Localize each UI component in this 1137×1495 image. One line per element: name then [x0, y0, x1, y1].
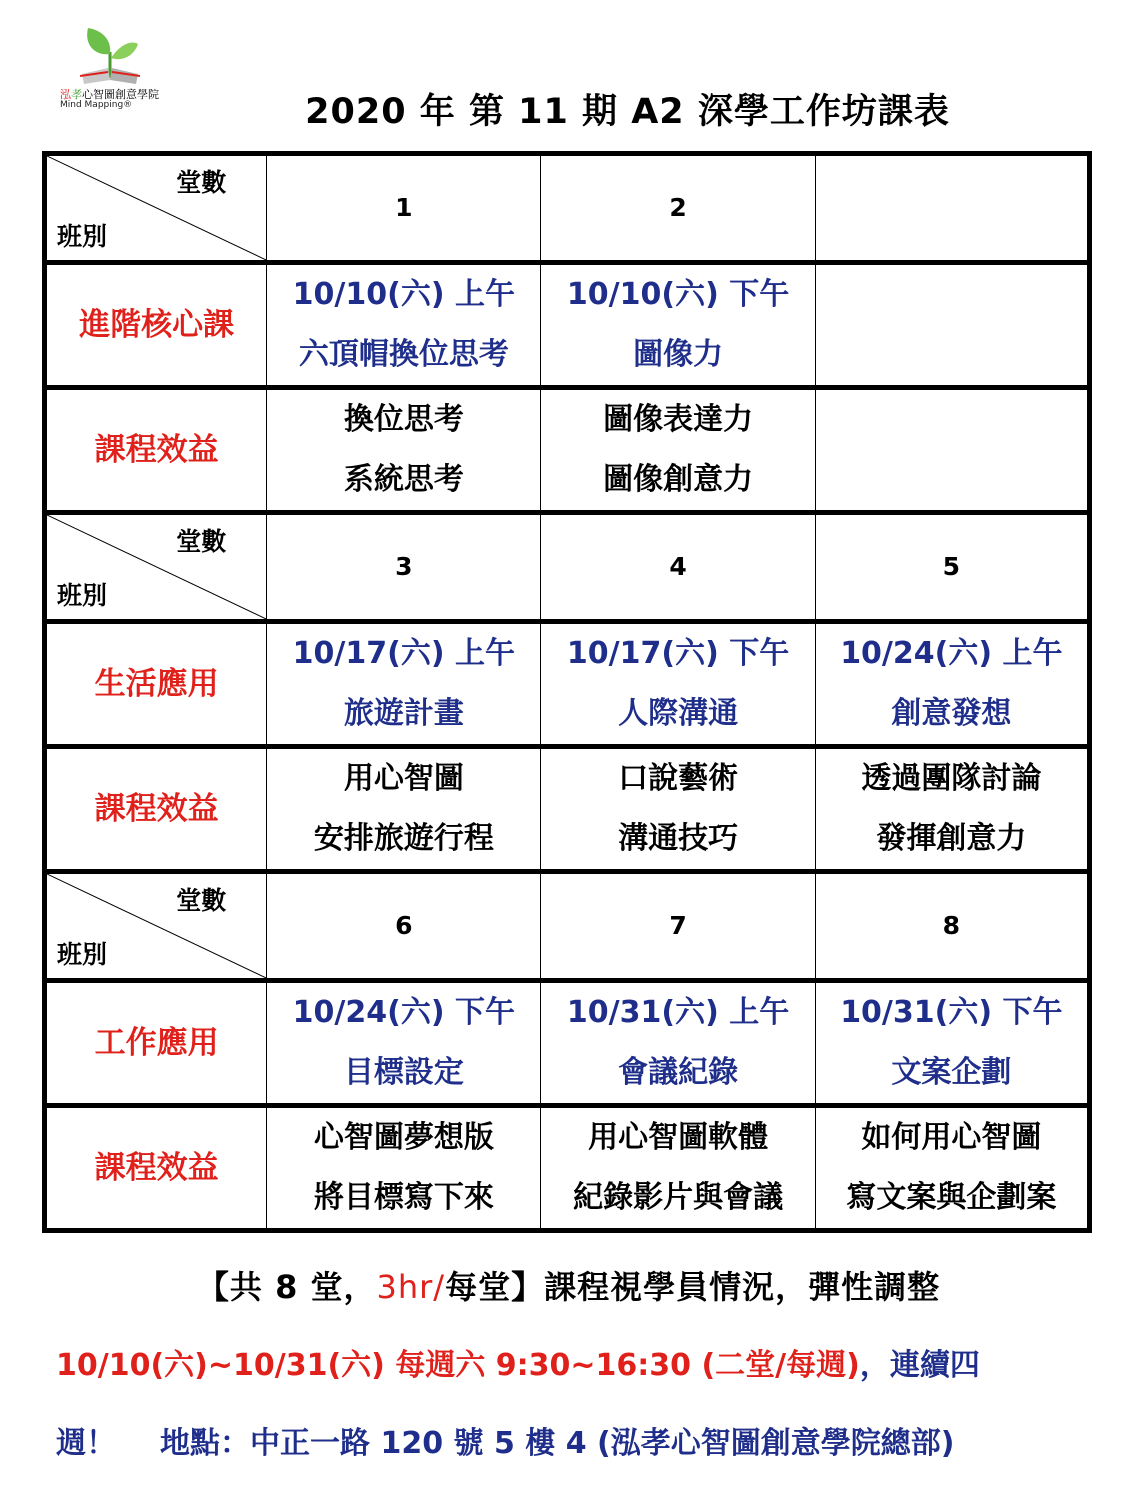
benefit-cell: [815, 1106, 1089, 1231]
footer-schedule: [56, 1340, 980, 1384]
course-name: 文案企劃: [891, 1055, 1012, 1090]
session-number: [815, 154, 1089, 263]
benefit-cell: [541, 1106, 815, 1231]
footer-schedule-tail: ，連續四: [859, 1348, 980, 1383]
session-number-row: [45, 154, 1090, 263]
benefit-row: [45, 1106, 1090, 1231]
course-date: 10/17(六) 下午: [566, 636, 790, 671]
sprout-book-icon: [80, 22, 140, 84]
benefit-line: 發揮創意力: [876, 821, 1027, 856]
benefit-line: 透過團隊討論: [861, 761, 1042, 796]
course-cell: [267, 622, 541, 747]
header-class-label: 班別: [57, 581, 108, 610]
benefit-line: 用心智圖: [343, 761, 464, 796]
course-category-label: 進階核心課: [45, 263, 267, 388]
course-date: 10/31(六) 上午: [566, 995, 790, 1030]
session-number: 5: [815, 513, 1089, 622]
course-row: [45, 981, 1090, 1106]
benefit-line: 用心智圖軟體: [588, 1120, 769, 1155]
session-number: 6: [267, 872, 541, 981]
page-title: 2020 年 第 11 期 A2 深學工作坊課表: [305, 92, 950, 132]
header-sessions-label: 堂數: [176, 168, 227, 197]
benefit-label: 課程效益: [45, 1106, 267, 1231]
logo-char-green: 孝: [71, 88, 82, 101]
course-row: [45, 263, 1090, 388]
course-cell: [541, 263, 815, 388]
logo-char-red: 泓: [60, 88, 71, 101]
header-sessions-label: 堂數: [176, 886, 227, 915]
diagonal-header-cell: [45, 872, 267, 981]
course-category-label: 工作應用: [45, 981, 267, 1106]
benefit-line: 安排旅遊行程: [313, 821, 494, 856]
course-cell: [541, 981, 815, 1106]
footer-summary-part1: 【共 8 堂，: [196, 1268, 377, 1306]
footer-schedule-dates: 10/10(六)~10/31(六) 每週六 9:30~16:30 (二堂/每週): [56, 1348, 860, 1383]
benefit-line: 如何用心智圖: [861, 1120, 1042, 1155]
course-date: 10/24(六) 下午: [292, 995, 515, 1030]
header-class-label: 班別: [57, 940, 108, 969]
header-sessions-label: 堂數: [176, 527, 227, 556]
diagonal-header-cell: [45, 154, 267, 263]
course-date: 10/10(六) 下午: [566, 277, 790, 312]
benefit-line: 溝通技巧: [618, 821, 739, 856]
course-cell: [267, 263, 541, 388]
logo-english: Mind Mapping®: [60, 100, 133, 110]
benefit-line: 系統思考: [343, 462, 464, 497]
benefit-row: [45, 388, 1090, 513]
session-number: 1: [267, 154, 541, 263]
course-cell: [815, 981, 1089, 1106]
benefit-label: 課程效益: [45, 747, 267, 872]
course-category-label: 生活應用: [45, 622, 267, 747]
benefit-cell: [267, 1106, 541, 1231]
benefit-line: 口說藝術: [618, 761, 739, 796]
course-date: 10/31(六) 下午: [840, 995, 1063, 1030]
session-number: 7: [541, 872, 815, 981]
session-number: 3: [267, 513, 541, 622]
footer-summary: [0, 1262, 1137, 1308]
benefit-cell: [815, 747, 1089, 872]
course-cell: [267, 981, 541, 1106]
benefit-line: 圖像表達力: [603, 402, 754, 437]
footer-summary-hours: 3hr/: [376, 1268, 446, 1306]
benefit-cell: [541, 388, 815, 513]
course-cell: [541, 622, 815, 747]
course-cell: [815, 622, 1089, 747]
course-name: 人際溝通: [618, 696, 739, 731]
benefit-line: 心智圖夢想版: [313, 1120, 494, 1155]
course-name: 會議紀錄: [618, 1055, 739, 1090]
logo-name-rest: 心智圖創意學院: [82, 88, 159, 101]
course-date: 10/10(六) 上午: [292, 277, 515, 312]
course-cell: [815, 263, 1089, 388]
footer-location-address: 地點：中正一路 120 號 5 樓 4 (泓孝心智圖創意學院總部): [160, 1426, 955, 1461]
schedule-table: [42, 151, 1092, 1233]
header-class-label: 班別: [57, 222, 108, 251]
benefit-cell: [541, 747, 815, 872]
diagonal-header-cell: [45, 513, 267, 622]
footer-location: [56, 1418, 954, 1462]
course-name: 目標設定: [343, 1055, 464, 1090]
course-name: 旅遊計畫: [343, 696, 464, 731]
benefit-cell: [815, 388, 1089, 513]
session-number-row: [45, 872, 1090, 981]
course-name: 創意發想: [891, 696, 1012, 731]
footer-location-week: 週！: [56, 1426, 116, 1461]
course-row: [45, 622, 1090, 747]
footer-summary-part2: 每堂】課程視學員情況，彈性調整: [445, 1268, 941, 1306]
benefit-line: 紀錄影片與會議: [573, 1180, 784, 1215]
session-number-row: [45, 513, 1090, 622]
benefit-row: [45, 747, 1090, 872]
course-name: 圖像力: [633, 337, 724, 372]
course-date: 10/24(六) 上午: [840, 636, 1063, 671]
course-date: 10/17(六) 上午: [292, 636, 515, 671]
benefit-cell: [267, 388, 541, 513]
session-number: 4: [541, 513, 815, 622]
benefit-line: 換位思考: [343, 402, 464, 437]
benefit-line: 圖像創意力: [603, 462, 754, 497]
benefit-cell: [267, 747, 541, 872]
benefit-line: 將目標寫下來: [313, 1180, 494, 1215]
session-number: 2: [541, 154, 815, 263]
session-number: 8: [815, 872, 1089, 981]
course-name: 六頂帽換位思考: [298, 337, 509, 372]
benefit-line: 寫文案與企劃案: [846, 1180, 1057, 1215]
benefit-label: 課程效益: [45, 388, 267, 513]
